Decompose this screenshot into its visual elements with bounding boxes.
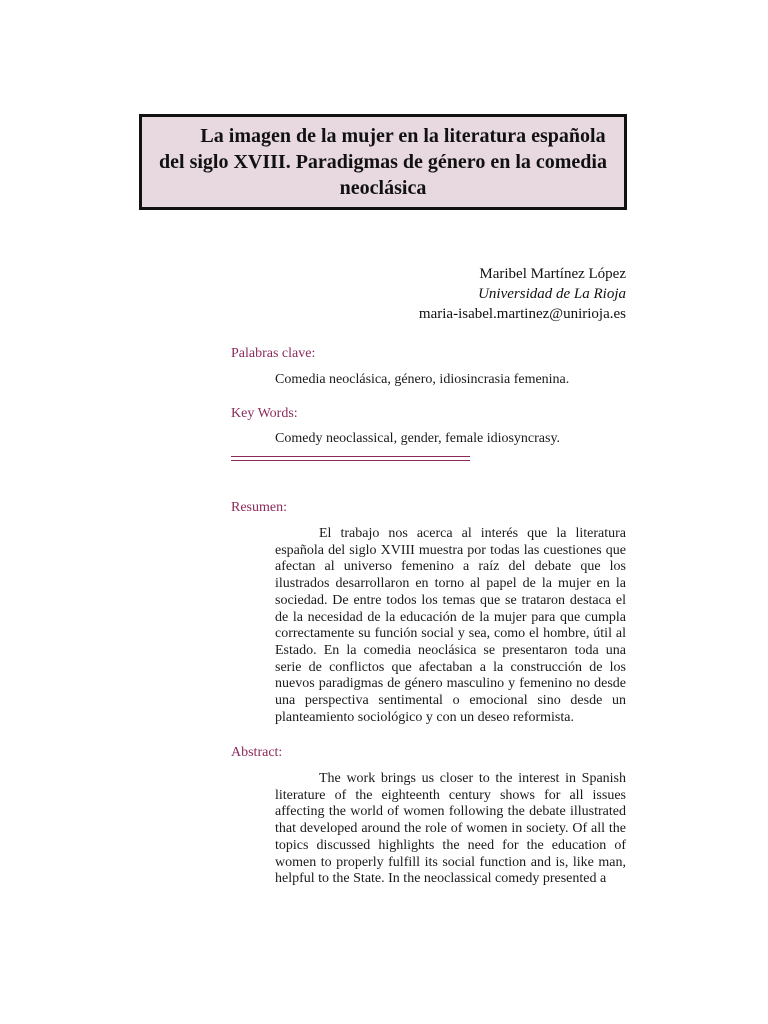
section-divider: [231, 456, 470, 461]
resumen-label: Resumen:: [231, 500, 287, 515]
author-affiliation: Universidad de La Rioja: [478, 286, 626, 302]
author-email: maria-isabel.martinez@unirioja.es: [418, 306, 626, 322]
abstract-text: The work brings us closer to the interest in Spanish literature of the eighteenth century shows for all issues affecting the world of women following the debate illustrated that developed around the role of women in society. Of all the topics discussed highlights the need for the education of women to properly fulfill its social function and is, like man, helpful to the State. In the neoclassical comedy presented a: [275, 771, 626, 887]
resumen-text: El trabajo nos acerca al interés que la literatura española del siglo XVIII muestra por todas las cuestiones que afectan al universo femenino a raíz del debate que los ilustrados desarrollaron en torno al papel de la mujer en la sociedad. De entre todos los temas que se trataron destaca el de la necesidad de la educación de la mujer para que cumpla correctamente su función social y sea, como el hombre, útil al Estado. En la comedia neoclásica se presentaron toda una serie de conflictos que afectaban a la construcción de los nuevos paradigmas de género masculino y femenino no desde una perspectiva sentimental o emocional sino desde un planteamiento sociológico y con un deseo reformista.: [275, 526, 626, 725]
author-name: Maribel Martínez López: [479, 266, 626, 282]
abstract-paragraph: [275, 771, 626, 888]
keywords-en-text: Comedy neoclassical, gender, female idiosyncrasy.: [275, 431, 561, 446]
title-box: [139, 114, 627, 210]
paper-title-text: La imagen de la mujer en la literatura española del siglo XVIII. Paradigmas de género en la comedia neoclásica: [159, 125, 607, 199]
resumen-paragraph: [275, 526, 626, 726]
keywords-es-text: Comedia neoclásica, género, idiosincrasia femenina.: [275, 372, 570, 387]
abstract-label: Abstract:: [231, 745, 283, 760]
keywords-en-label: Key Words:: [231, 406, 298, 421]
paper-title: [150, 123, 616, 201]
keywords-es-label: Palabras clave:: [231, 346, 316, 361]
author-block: [419, 264, 626, 324]
